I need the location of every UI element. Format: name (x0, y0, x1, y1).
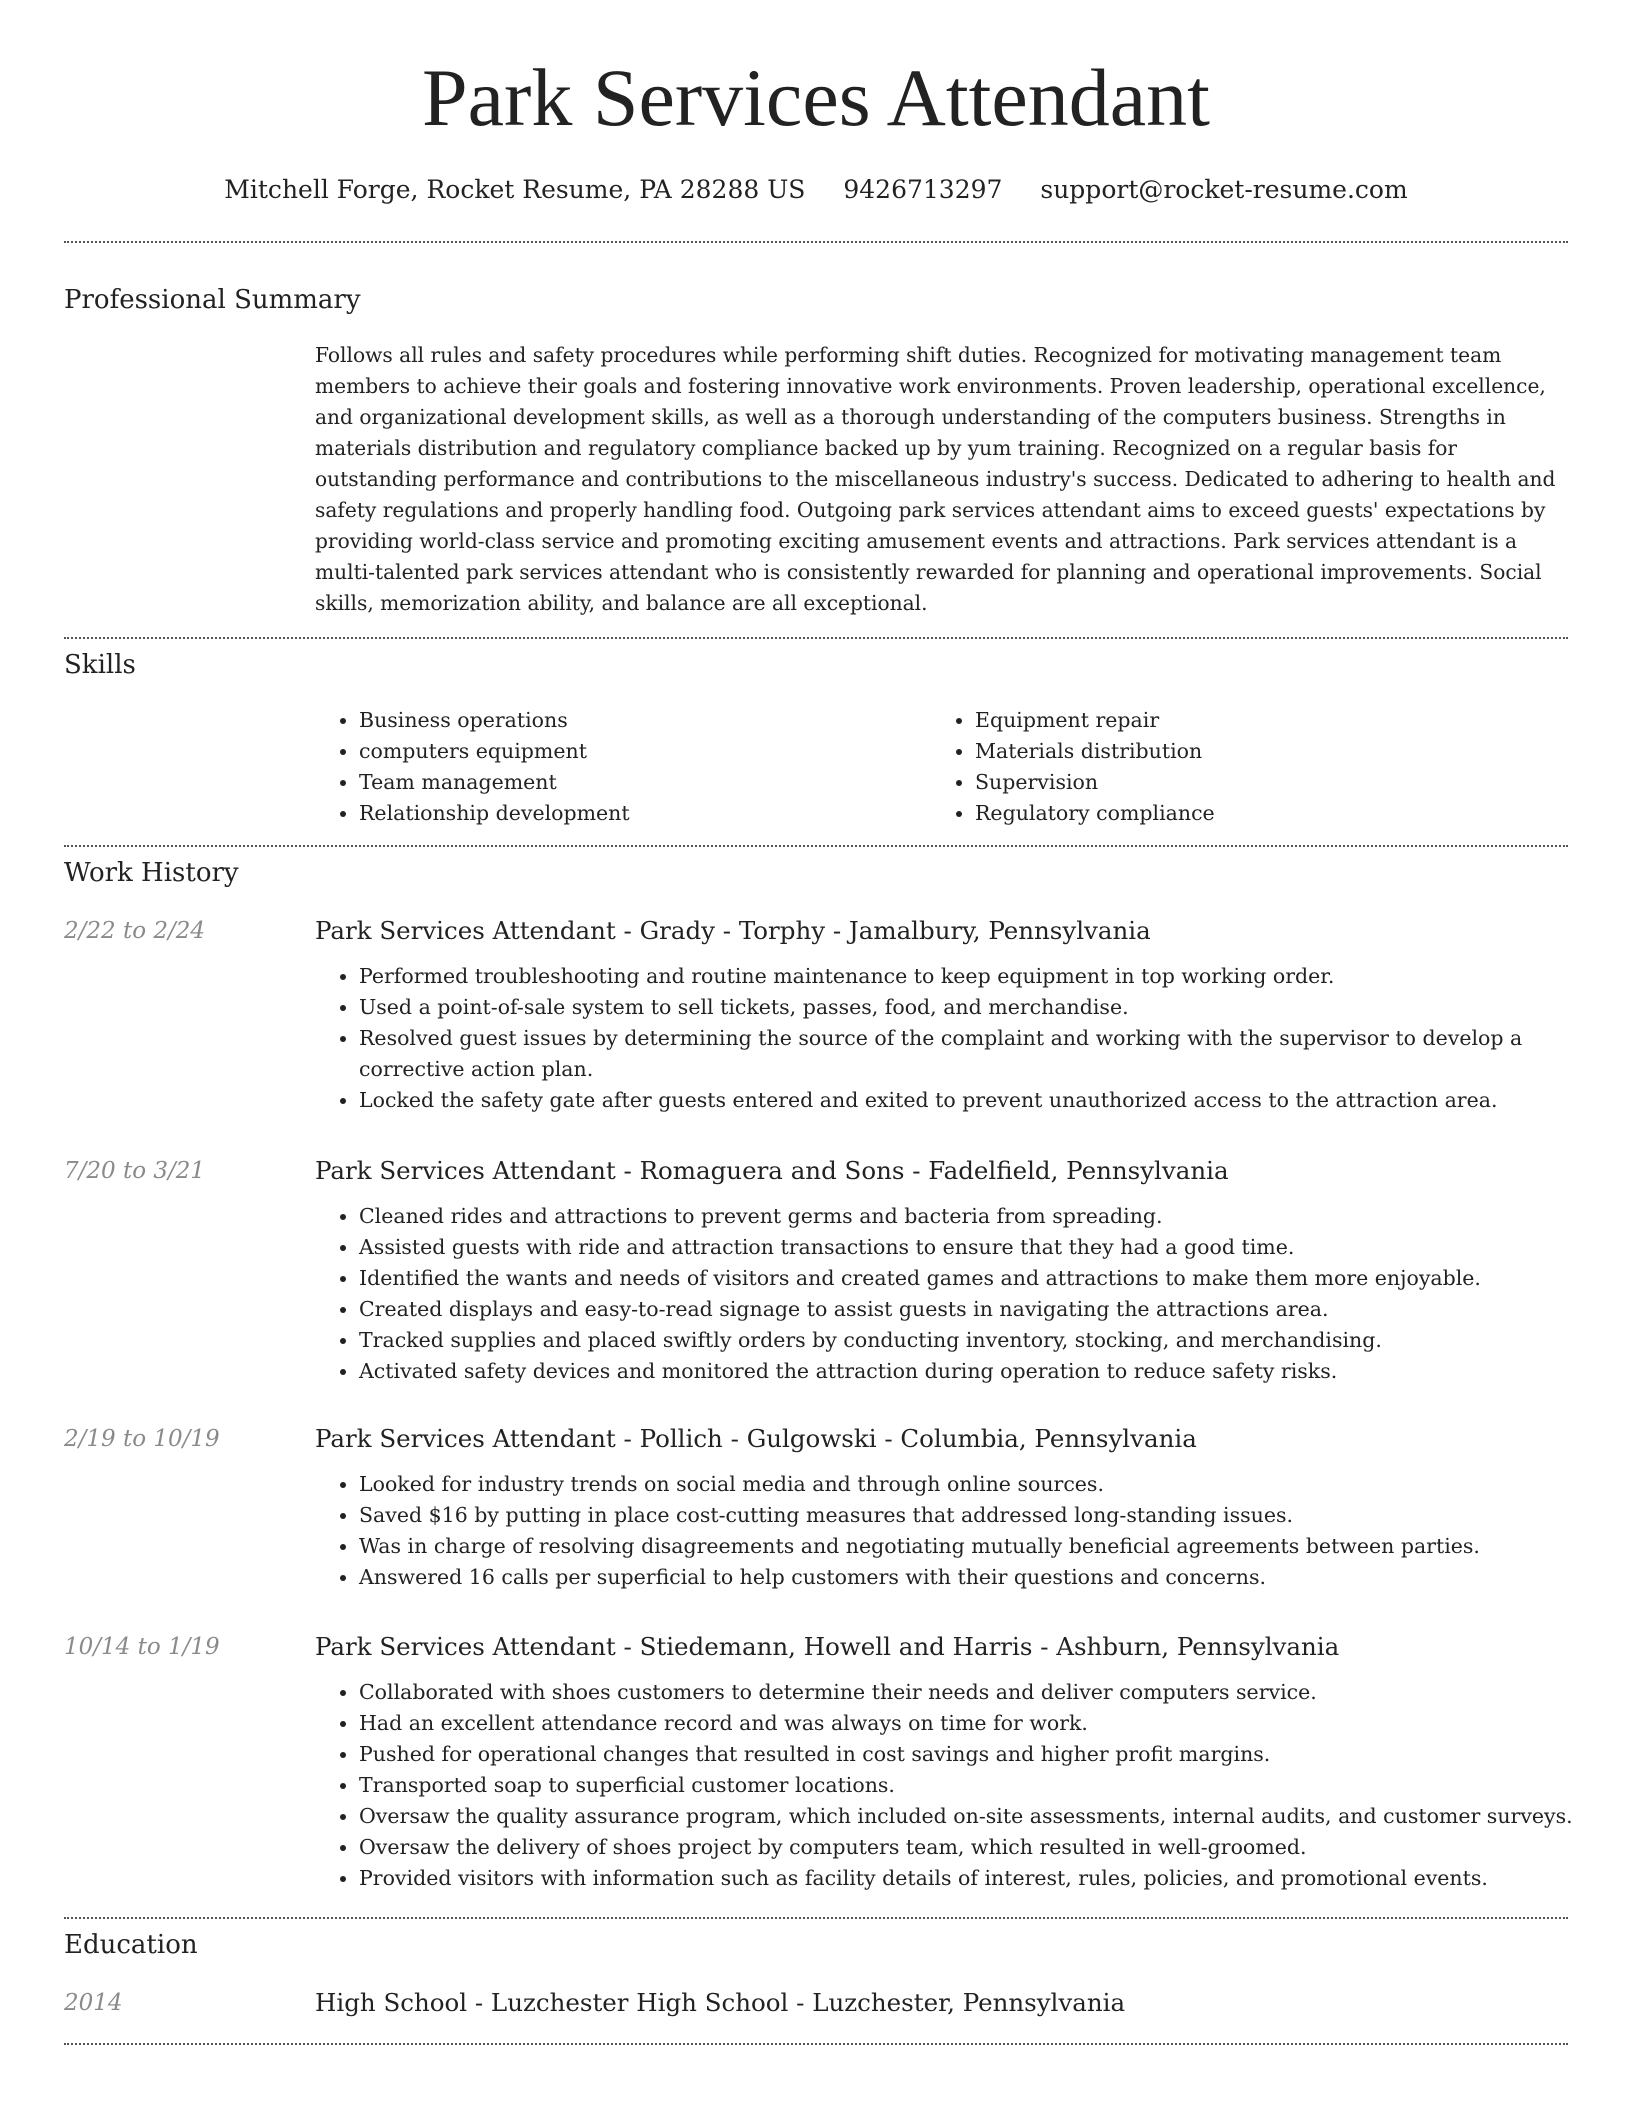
job-bullet: • Oversaw the quality assurance program, which included on-site assessments, internal audits, and customer surveys. (359, 1801, 1609, 1832)
job-bullet: • Used a point-of-sale system to sell tickets, passes, food, and merchandise. (359, 992, 1609, 1023)
section-heading-summary: Professional Summary (64, 285, 361, 315)
job-bullet: • Performed troubleshooting and routine maintenance to keep equipment in top working order. (359, 961, 1609, 992)
job-bullet: • Cleaned rides and attractions to prevent germs and bacteria from spreading. (359, 1201, 1609, 1232)
job-dates: 2/19 to 10/19 (64, 1426, 220, 1452)
job-bullet: • Oversaw the delivery of shoes project by computers team, which resulted in well-groomed. (359, 1832, 1609, 1863)
job-dates: 7/20 to 3/21 (64, 1158, 206, 1184)
divider (64, 637, 1568, 639)
job-bullet: • Resolved guest issues by determining the source of the complaint and working with the supervisor to develop a corrective action plan. (359, 1023, 1609, 1085)
contact-email: support@rocket-resume.com (1040, 175, 1408, 204)
skill-item: • Business operations (359, 705, 875, 736)
job-dates: 10/14 to 1/19 (64, 1634, 220, 1660)
contact-address: Mitchell Forge, Rocket Resume, PA 28288 US (224, 175, 806, 204)
skill-item: • Equipment repair (975, 705, 1491, 736)
contact-phone: 9426713297 (843, 175, 1003, 204)
job-bullet: • Locked the safety gate after guests entered and exited to prevent unauthorized access to the attraction area. (359, 1085, 1609, 1116)
job-bullet: • Looked for industry trends on social media and through online sources. (359, 1469, 1609, 1500)
skills-column-left (315, 705, 875, 829)
skills-column-right (931, 705, 1491, 829)
section-heading-education: Education (64, 1930, 198, 1960)
divider (64, 2043, 1568, 2045)
job-bullet: • Identified the wants and needs of visitors and created games and attractions to make them more enjoyable. (359, 1263, 1609, 1294)
skill-item: • Supervision (975, 767, 1491, 798)
job-bullet: • Saved $16 by putting in place cost-cutting measures that addressed long-standing issues. (359, 1500, 1609, 1531)
skill-item: • Materials distribution (975, 736, 1491, 767)
education-dates: 2014 (64, 1990, 123, 2016)
divider (64, 241, 1568, 243)
skill-item: • Regulatory compliance (975, 798, 1491, 829)
section-heading-skills: Skills (64, 650, 136, 680)
contact-line (0, 172, 1632, 208)
job-bullet: • Assisted guests with ride and attraction transactions to ensure that they had a good time. (359, 1232, 1609, 1263)
skill-item: • Relationship development (359, 798, 875, 829)
section-heading-work: Work History (64, 858, 239, 888)
divider (64, 1917, 1568, 1919)
job-bullet: • Answered 16 calls per superficial to help customers with their questions and concerns. (359, 1562, 1609, 1593)
skill-item: • Team management (359, 767, 875, 798)
job-title: Park Services Attendant - Grady - Torphy - Jamalbury, Pennsylvania (315, 916, 1151, 945)
job-dates: 2/22 to 2/24 (64, 918, 206, 944)
job-title: Park Services Attendant - Romaguera and Sons - Fadelfield, Pennsylvania (315, 1156, 1229, 1185)
summary-text: Follows all rules and safety procedures while performing shift duties. Recognized for motivating management team members to achieve their goals and fostering innovative work environments. Proven leadership, operational excellence, and organizational development skills, as well as a thorough understanding of the computers business. Strengths in materials distribution and regulatory compliance backed up by yum training. Recognized on a regular basis for outstanding performance and contributions to the miscellaneous industry's success. Dedicated to adhering to health and safety regulations and properly handling food. Outgoing park services attendant aims to exceed guests' expectations by providing world-class service and promoting exciting amusement events and attractions. Park services attendant is a multi-talented park services attendant who is consistently rewarded for planning and operational improvements. Social skills, memorization ability, and balance are all exceptional. (315, 343, 1556, 615)
job-bullet: • Had an excellent attendance record and was always on time for work. (359, 1708, 1609, 1739)
divider (64, 845, 1568, 847)
education-title: High School - Luzchester High School - Luzchester, Pennsylvania (315, 1988, 1126, 2017)
job-bullet: • Provided visitors with information such as facility details of interest, rules, policies, and promotional events. (359, 1863, 1609, 1894)
job-bullet: • Transported soap to superficial customer locations. (359, 1770, 1609, 1801)
job-bullet: • Was in charge of resolving disagreements and negotiating mutually beneficial agreements between parties. (359, 1531, 1609, 1562)
job-bullet: • Pushed for operational changes that resulted in cost savings and higher profit margins. (359, 1739, 1609, 1770)
job-bullet: • Created displays and easy-to-read signage to assist guests in navigating the attractions area. (359, 1294, 1609, 1325)
job-title: Park Services Attendant - Stiedemann, Howell and Harris - Ashburn, Pennsylvania (315, 1632, 1340, 1661)
job-bullet: • Tracked supplies and placed swiftly orders by conducting inventory, stocking, and merchandising. (359, 1325, 1609, 1356)
job-title: Park Services Attendant - Pollich - Gulgowski - Columbia, Pennsylvania (315, 1424, 1197, 1453)
job-bullet: • Collaborated with shoes customers to determine their needs and deliver computers service. (359, 1677, 1609, 1708)
skill-item: • computers equipment (359, 736, 875, 767)
job-bullet: • Activated safety devices and monitored the attraction during operation to reduce safety risks. (359, 1356, 1609, 1387)
resume-title: Park Services Attendant (422, 52, 1210, 143)
